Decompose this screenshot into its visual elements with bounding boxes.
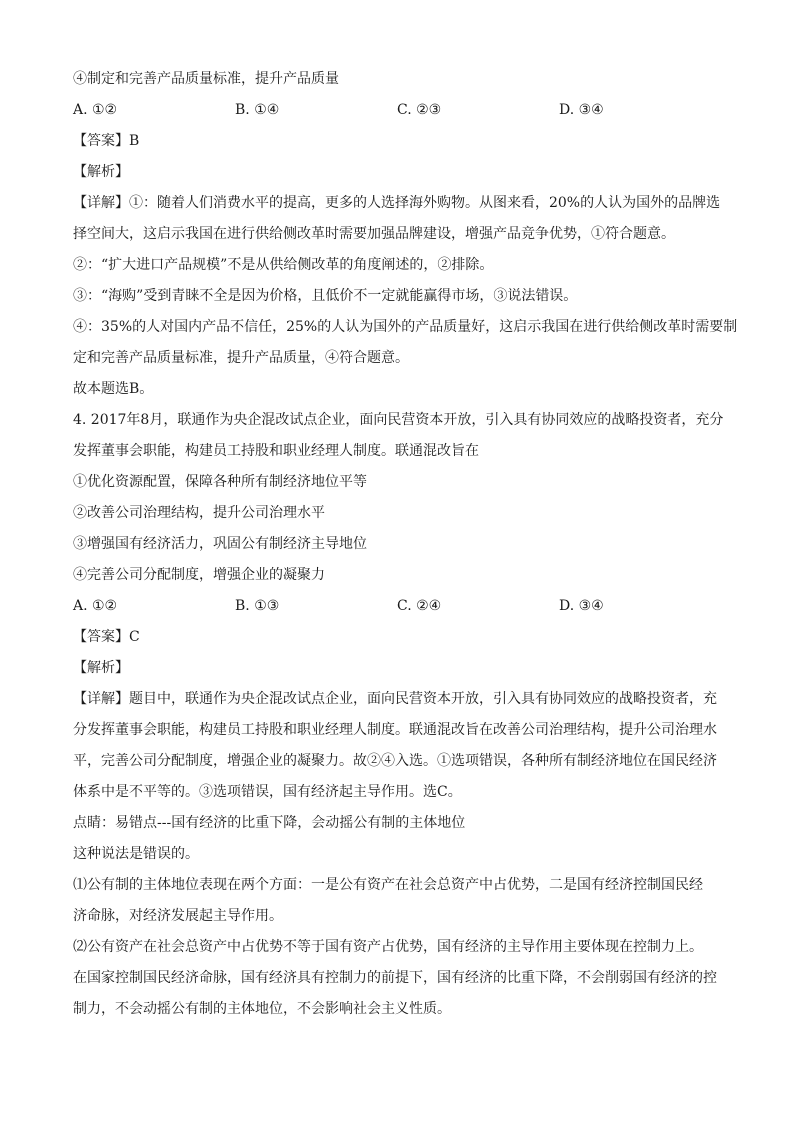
q3-detail-line: 择空间大，这启示我国在进行供给侧改革时需要加强品牌建设，增强产品竞争优势，①符合题意。 xyxy=(73,226,675,242)
q4-tip-point-2-line: 制力，不会动摇公有制的主体地位，不会影响社会主义性质。 xyxy=(73,1001,451,1017)
q4-detail-line: 体系中是不平等的。③选项错误，国有经济起主导作用。选C。 xyxy=(73,784,462,800)
q3-statement-4: ④制定和完善产品质量标准，提升产品质量 xyxy=(73,71,339,87)
q4-tip-point-1-line: 济命脉，对经济发展起主导作用。 xyxy=(73,908,283,924)
q4-tip-heading: 点睛：易错点---国有经济的比重下降，会动摇公有制的主体地位 xyxy=(73,815,466,831)
q4-stem-line: 4. 2017年8月，联通作为央企混改试点企业，面向民营资本开放，引入具有协同效应的战略投资者，充分 xyxy=(73,412,724,428)
q4-statement-3: ③增强国有经济活力，巩固公有制经济主导地位 xyxy=(73,536,367,552)
q3-detail-line: 【详解】①：随着人们消费水平的提高，更多的人选择海外购物。从图来看，20%的人认为国外的品牌选 xyxy=(73,195,721,211)
q4-analysis-heading: 【解析】 xyxy=(73,660,129,676)
q4-stem xyxy=(73,405,724,467)
q4-tip-point-2-line: ⑵公有资产在社会总资产中占优势不等于国有资产占优势，国有经济的主导作用主要体现在控制力上。 xyxy=(73,939,703,955)
q4-stem-line: 发挥董事会职能，构建员工持股和职业经理人制度。联通混改旨在 xyxy=(73,443,479,459)
q3-conclusion: 故本题选B。 xyxy=(73,381,154,397)
q4-statement-2: ②改善公司治理结构，提升公司治理水平 xyxy=(73,505,325,521)
q4-choice-a: A. ①② xyxy=(73,598,118,614)
q3-choices xyxy=(73,95,724,126)
q3-choice-b: B. ①④ xyxy=(235,102,280,118)
q4-tip-point-2 xyxy=(73,932,724,1025)
q4-choice-c: C. ②④ xyxy=(397,598,442,614)
q4-detail-line: 分发挥董事会职能，构建员工持股和职业经理人制度。联通混改旨在改善公司治理结构，提升公司治理水 xyxy=(73,722,717,738)
q4-statement-1: ①优化资源配置，保障各种所有制经济地位平等 xyxy=(73,474,367,490)
q4-detail xyxy=(73,684,724,808)
q3-point-4-line: ④：35%的人对国内产品不信任，25%的人认为国外的产品质量好，这启示我国在进行供给侧改革时需要制 xyxy=(73,319,738,335)
q4-answer: 【答案】C xyxy=(73,629,140,645)
q3-choice-a: A. ①② xyxy=(73,102,118,118)
q3-point-4 xyxy=(73,312,738,374)
q4-choice-d: D. ③④ xyxy=(559,598,604,614)
q3-detail xyxy=(73,188,724,250)
q4-tip-point-2-line: 在国家控制国民经济命脉，国有经济具有控制力的前提下，国有经济的比重下降，不会削弱国有经济的控 xyxy=(73,970,717,986)
q3-answer: 【答案】B xyxy=(73,133,140,149)
q4-tip-point-1-line: ⑴公有制的主体地位表现在两个方面：一是公有资产在社会总资产中占优势，二是国有经济控制国民经 xyxy=(73,877,703,893)
q4-choice-b: B. ①③ xyxy=(235,598,280,614)
q3-choice-c: C. ②③ xyxy=(397,102,442,118)
q3-choice-d: D. ③④ xyxy=(559,102,604,118)
q3-analysis-heading: 【解析】 xyxy=(73,164,129,180)
q4-detail-line: 【详解】题目中，联通作为央企混改试点企业，面向民营资本开放，引入具有协同效应的战略投资者，充 xyxy=(73,691,717,707)
q4-tip-note: 这种说法是错误的。 xyxy=(73,846,199,862)
q3-point-4-line: 定和完善产品质量标准，提升产品质量，④符合题意。 xyxy=(73,350,409,366)
q3-point-2: ②：“扩大进口产品规模”不是从供给侧改革的角度阐述的，②排除。 xyxy=(73,257,494,273)
q4-tip-point-1 xyxy=(73,870,724,932)
q4-detail-line: 平，完善公司分配制度，增强企业的凝聚力。故②④入选。①选项错误，各种所有制经济地位在国民经济 xyxy=(73,753,717,769)
q4-statement-4: ④完善公司分配制度，增强企业的凝聚力 xyxy=(73,567,325,583)
q4-choices xyxy=(73,591,724,622)
q3-point-3: ③：“海购”受到青睐不全是因为价格，且低价不一定就能赢得市场，③说法错误。 xyxy=(73,288,578,304)
